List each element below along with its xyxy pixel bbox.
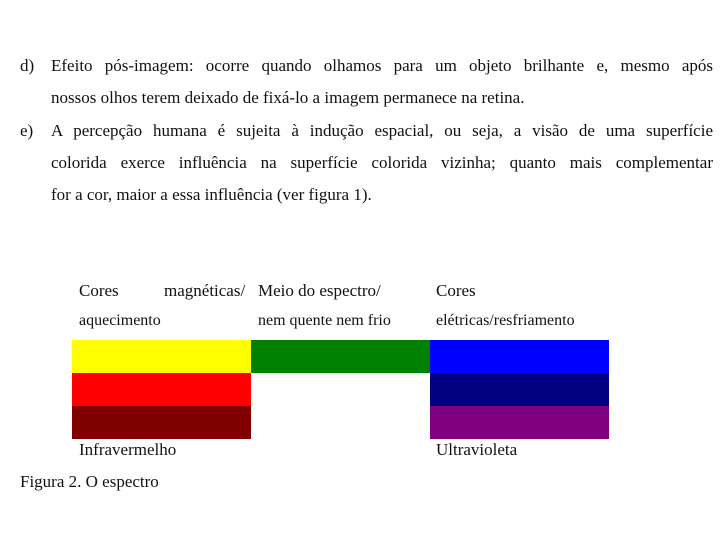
column-header-middle-line2: nem quente nem frio bbox=[258, 312, 391, 329]
paragraph-line: Efeito pós-imagem: ocorre quando olhamos para um objeto brilhante e, mesmo após bbox=[51, 56, 713, 75]
list-item-e bbox=[20, 115, 713, 211]
dark-red-swatch bbox=[72, 406, 251, 439]
figure-caption: Figura 2. O espectro bbox=[20, 472, 159, 491]
blue-swatch bbox=[430, 340, 609, 373]
red-swatch bbox=[72, 373, 251, 406]
column-header-magnetic-line2: aquecimento bbox=[79, 312, 161, 329]
navy-swatch bbox=[430, 373, 609, 406]
purple-swatch bbox=[430, 406, 609, 439]
list-marker: d) bbox=[20, 56, 35, 75]
paragraph-line: colorida exerce influência na superfície colorida vizinha; quanto mais complementar bbox=[51, 153, 713, 172]
paragraph-line: A percepção humana é sujeita à indução espacial, ou seja, a visão de uma superfície bbox=[51, 121, 713, 140]
infrared-label: Infravermelho bbox=[79, 440, 177, 459]
green-swatch bbox=[251, 340, 430, 373]
paragraph-line: for a cor, maior a essa influência (ver figura 1). bbox=[51, 185, 372, 204]
list-marker: e) bbox=[20, 121, 34, 140]
column-header-magnetic-word1: Cores bbox=[79, 281, 119, 300]
paragraph-line: nossos olhos terem deixado de fixá-lo a imagem permanece na retina. bbox=[51, 88, 525, 107]
ultraviolet-label: Ultravioleta bbox=[436, 440, 518, 459]
column-header-magnetic-word2: magnéticas/ bbox=[164, 281, 246, 300]
yellow-swatch bbox=[72, 340, 251, 373]
column-header-electric-line2: elétricas/resfriamento bbox=[436, 312, 575, 329]
column-header-middle-line1: Meio do espectro/ bbox=[258, 281, 381, 300]
list-item-d bbox=[20, 50, 713, 114]
column-header-electric-line1: Cores bbox=[436, 281, 476, 300]
